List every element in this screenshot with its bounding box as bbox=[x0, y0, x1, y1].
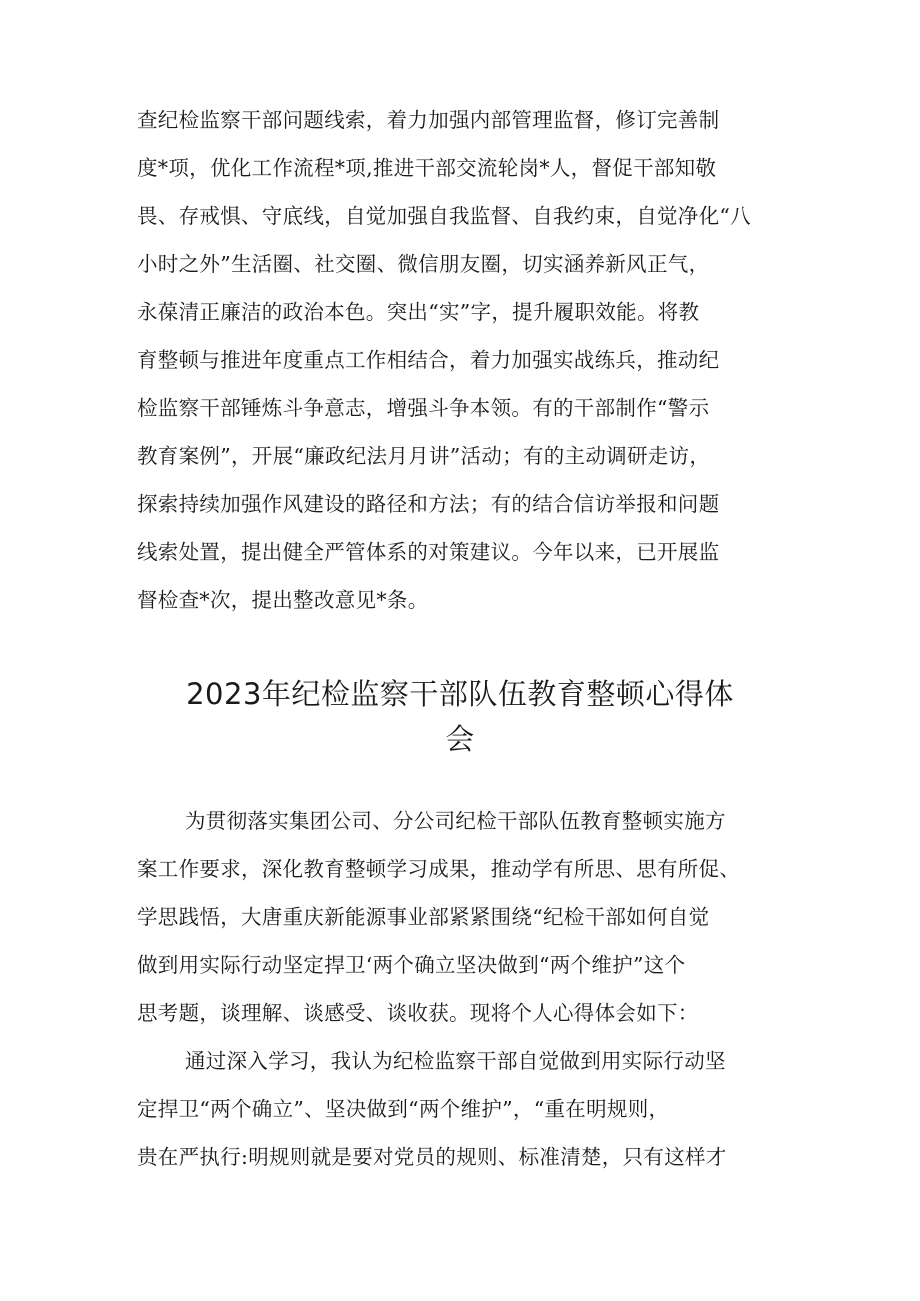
text-line: 育整顿与推进年度重点工作相结合，着力加强实战练兵，推动纪 bbox=[137, 348, 720, 372]
text-line: 畏、存戒惧、守底线，自觉加强自我监督、自我约束，自觉净化“八 bbox=[137, 204, 751, 228]
title-line: 会 bbox=[445, 722, 475, 756]
paragraph-reflection bbox=[137, 1037, 797, 1181]
text-line: 为贯彻落实集团公司、分公司纪检干部队伍教育整顿实施方 bbox=[185, 809, 726, 833]
text-line: 教育案例”，开展“廉政纪法月月讲”活动；有的主动调研走访， bbox=[137, 444, 711, 468]
text-line: 检监察干部锤炼斗争意志，增强斗争本领。有的干部制作“警示 bbox=[137, 396, 710, 420]
text-line: 督检查*次，提出整改意见*条。 bbox=[137, 588, 429, 612]
text-line: 定捍卫“两个确立”、坚决做到“两个维护”，“重在明规则， bbox=[137, 1097, 670, 1121]
text-line: 贵在严执行:明规则就是要对党员的规则、标准清楚，只有这样才 bbox=[137, 1145, 727, 1169]
text-line: 小时之外”生活圈、社交圈、微信朋友圈，切实涵养新风正气， bbox=[137, 252, 710, 276]
continued-paragraph bbox=[137, 96, 797, 624]
text-line: 做到用实际行动坚定捍卫‘两个确立坚决做到“两个维护”这个 bbox=[137, 953, 686, 977]
text-line: 学思践悟，大唐重庆新能源事业部紧紧围绕“纪检干部如何自觉 bbox=[137, 905, 710, 929]
text-line: 思考题，谈理解、谈感受、谈收获。现将个人心得体会如下： bbox=[137, 1001, 699, 1025]
text-line: 查纪检监察干部问题线索，着力加强内部管理监督，修订完善制 bbox=[137, 108, 720, 132]
text-line: 永葆清正廉洁的政治本色。突出“实”字，提升履职效能。将教 bbox=[137, 300, 700, 324]
document-title bbox=[120, 672, 800, 762]
text-line: 案工作要求，深化教育整顿学习成果，推动学有所思、思有所促、 bbox=[137, 857, 741, 881]
paragraph-intro bbox=[137, 797, 797, 1037]
text-line: 通过深入学习，我认为纪检监察干部自觉做到用实际行动坚 bbox=[185, 1049, 726, 1073]
title-line: 2023年纪检监察干部队伍教育整顿心得体 bbox=[186, 677, 734, 711]
text-line: 探索持续加强作风建设的路径和方法；有的结合信访举报和问题 bbox=[137, 492, 720, 516]
text-line: 线索处置，提出健全严管体系的对策建议。今年以来，已开展监 bbox=[137, 540, 720, 564]
text-line: 度*项，优化工作流程*项,推进干部交流轮岗*人，督促干部知敬 bbox=[137, 156, 717, 180]
